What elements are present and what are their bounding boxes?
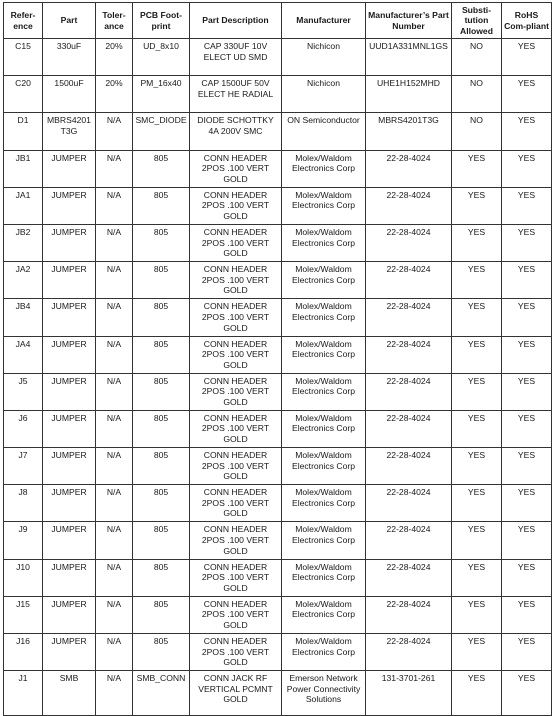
cell-reference: J7 xyxy=(4,448,43,485)
column-header-part: Part xyxy=(43,3,96,39)
cell-tolerance: N/A xyxy=(96,485,133,522)
column-header-description: Part Description xyxy=(190,3,282,39)
cell-manufacturer: Molex/Waldom Electronics Corp xyxy=(282,522,366,559)
cell-description: CONN HEADER 2POS .100 VERT GOLD xyxy=(190,150,282,187)
cell-footprint: 805 xyxy=(133,150,190,187)
table-row xyxy=(4,39,552,76)
cell-rohs: YES xyxy=(502,522,552,559)
cell-tolerance: N/A xyxy=(96,336,133,373)
cell-rohs: YES xyxy=(502,559,552,596)
cell-manufacturer: Emerson Network Power Connectivity Solutions xyxy=(282,671,366,716)
cell-manufacturer: Molex/Waldom Electronics Corp xyxy=(282,596,366,633)
cell-manufacturer: Molex/Waldom Electronics Corp xyxy=(282,634,366,671)
cell-reference: J8 xyxy=(4,485,43,522)
table-row xyxy=(4,150,552,187)
column-header-substitution: Substi-tution Allowed xyxy=(452,3,502,39)
cell-tolerance: N/A xyxy=(96,187,133,224)
cell-tolerance: N/A xyxy=(96,224,133,261)
table-row xyxy=(4,187,552,224)
cell-mfr-part-number: 22-28-4024 xyxy=(366,410,452,447)
cell-tolerance: N/A xyxy=(96,299,133,336)
cell-substitution: NO xyxy=(452,39,502,76)
cell-footprint: 805 xyxy=(133,410,190,447)
cell-tolerance: N/A xyxy=(96,113,133,150)
cell-description: CONN HEADER 2POS .100 VERT GOLD xyxy=(190,634,282,671)
cell-description: DIODE SCHOTTKY 4A 200V SMC xyxy=(190,113,282,150)
cell-rohs: YES xyxy=(502,224,552,261)
cell-substitution: YES xyxy=(452,373,502,410)
cell-reference: JA1 xyxy=(4,187,43,224)
cell-substitution: YES xyxy=(452,336,502,373)
cell-description: CONN HEADER 2POS .100 VERT GOLD xyxy=(190,373,282,410)
cell-footprint: 805 xyxy=(133,373,190,410)
cell-footprint: 805 xyxy=(133,448,190,485)
cell-part: JUMPER xyxy=(43,634,96,671)
table-row xyxy=(4,634,552,671)
table-row xyxy=(4,448,552,485)
cell-part: JUMPER xyxy=(43,336,96,373)
cell-substitution: NO xyxy=(452,113,502,150)
cell-description: CONN HEADER 2POS .100 VERT GOLD xyxy=(190,224,282,261)
cell-description: CONN HEADER 2POS .100 VERT GOLD xyxy=(190,410,282,447)
cell-tolerance: N/A xyxy=(96,262,133,299)
cell-mfr-part-number: 22-28-4024 xyxy=(366,262,452,299)
cell-reference: D1 xyxy=(4,113,43,150)
cell-tolerance: N/A xyxy=(96,559,133,596)
cell-tolerance: 20% xyxy=(96,76,133,113)
cell-part: JUMPER xyxy=(43,262,96,299)
cell-mfr-part-number: 22-28-4024 xyxy=(366,299,452,336)
cell-part: JUMPER xyxy=(43,187,96,224)
cell-substitution: YES xyxy=(452,522,502,559)
cell-manufacturer: Molex/Waldom Electronics Corp xyxy=(282,373,366,410)
cell-description: CONN HEADER 2POS .100 VERT GOLD xyxy=(190,262,282,299)
cell-part: JUMPER xyxy=(43,522,96,559)
cell-tolerance: N/A xyxy=(96,634,133,671)
cell-part: JUMPER xyxy=(43,559,96,596)
cell-tolerance: N/A xyxy=(96,671,133,716)
cell-mfr-part-number: 22-28-4024 xyxy=(366,373,452,410)
cell-mfr-part-number: UHE1H152MHD xyxy=(366,76,452,113)
cell-part: JUMPER xyxy=(43,448,96,485)
cell-manufacturer: Molex/Waldom Electronics Corp xyxy=(282,262,366,299)
cell-reference: J10 xyxy=(4,559,43,596)
column-header-manufacturer: Manufacturer xyxy=(282,3,366,39)
cell-manufacturer: Molex/Waldom Electronics Corp xyxy=(282,299,366,336)
table-row xyxy=(4,671,552,716)
cell-manufacturer: Molex/Waldom Electronics Corp xyxy=(282,224,366,261)
cell-substitution: NO xyxy=(452,76,502,113)
cell-rohs: YES xyxy=(502,634,552,671)
cell-reference: J1 xyxy=(4,671,43,716)
cell-reference: J16 xyxy=(4,634,43,671)
cell-rohs: YES xyxy=(502,187,552,224)
cell-mfr-part-number: 22-28-4024 xyxy=(366,150,452,187)
cell-rohs: YES xyxy=(502,596,552,633)
column-header-reference: Refer-ence xyxy=(4,3,43,39)
table-row xyxy=(4,410,552,447)
cell-substitution: YES xyxy=(452,671,502,716)
cell-description: CONN HEADER 2POS .100 VERT GOLD xyxy=(190,448,282,485)
cell-mfr-part-number: 22-28-4024 xyxy=(366,596,452,633)
cell-tolerance: 20% xyxy=(96,39,133,76)
cell-manufacturer: Molex/Waldom Electronics Corp xyxy=(282,448,366,485)
cell-description: CONN HEADER 2POS .100 VERT GOLD xyxy=(190,187,282,224)
cell-description: CONN HEADER 2POS .100 VERT GOLD xyxy=(190,559,282,596)
cell-substitution: YES xyxy=(452,410,502,447)
cell-reference: J6 xyxy=(4,410,43,447)
cell-substitution: YES xyxy=(452,596,502,633)
cell-part: SMB xyxy=(43,671,96,716)
cell-rohs: YES xyxy=(502,671,552,716)
cell-description: CONN HEADER 2POS .100 VERT GOLD xyxy=(190,299,282,336)
table-body xyxy=(4,39,552,716)
cell-mfr-part-number: 22-28-4024 xyxy=(366,336,452,373)
column-header-rohs: RoHS Com-pliant xyxy=(502,3,552,39)
cell-tolerance: N/A xyxy=(96,448,133,485)
cell-tolerance: N/A xyxy=(96,410,133,447)
table-row xyxy=(4,76,552,113)
cell-substitution: YES xyxy=(452,485,502,522)
cell-manufacturer: Molex/Waldom Electronics Corp xyxy=(282,336,366,373)
cell-substitution: YES xyxy=(452,262,502,299)
cell-reference: J5 xyxy=(4,373,43,410)
cell-substitution: YES xyxy=(452,150,502,187)
bill-of-materials xyxy=(3,2,551,716)
cell-part: JUMPER xyxy=(43,224,96,261)
cell-footprint: 805 xyxy=(133,634,190,671)
table-row xyxy=(4,485,552,522)
cell-substitution: YES xyxy=(452,634,502,671)
cell-tolerance: N/A xyxy=(96,373,133,410)
table-row xyxy=(4,559,552,596)
cell-rohs: YES xyxy=(502,336,552,373)
cell-rohs: YES xyxy=(502,373,552,410)
cell-footprint: PM_16x40 xyxy=(133,76,190,113)
cell-description: CONN HEADER 2POS .100 VERT GOLD xyxy=(190,522,282,559)
cell-reference: J9 xyxy=(4,522,43,559)
cell-mfr-part-number: 22-28-4024 xyxy=(366,448,452,485)
cell-footprint: 805 xyxy=(133,596,190,633)
cell-description: CONN HEADER 2POS .100 VERT GOLD xyxy=(190,485,282,522)
cell-mfr-part-number: 22-28-4024 xyxy=(366,634,452,671)
table-row xyxy=(4,336,552,373)
cell-mfr-part-number: 22-28-4024 xyxy=(366,559,452,596)
bom-table xyxy=(3,2,552,716)
cell-mfr-part-number: 22-28-4024 xyxy=(366,522,452,559)
cell-part: MBRS4201T3G xyxy=(43,113,96,150)
cell-part: JUMPER xyxy=(43,410,96,447)
cell-footprint: 805 xyxy=(133,559,190,596)
cell-rohs: YES xyxy=(502,39,552,76)
cell-description: CONN JACK RF VERTICAL PCMNT GOLD xyxy=(190,671,282,716)
cell-manufacturer: Molex/Waldom Electronics Corp xyxy=(282,150,366,187)
cell-part: 1500uF xyxy=(43,76,96,113)
cell-reference: JB2 xyxy=(4,224,43,261)
cell-part: JUMPER xyxy=(43,299,96,336)
cell-footprint: 805 xyxy=(133,299,190,336)
cell-substitution: YES xyxy=(452,224,502,261)
table-row xyxy=(4,522,552,559)
column-header-footprint: PCB Foot-print xyxy=(133,3,190,39)
cell-description: CONN HEADER 2POS .100 VERT GOLD xyxy=(190,336,282,373)
cell-substitution: YES xyxy=(452,299,502,336)
cell-rohs: YES xyxy=(502,448,552,485)
cell-manufacturer: Nichicon xyxy=(282,76,366,113)
cell-description: CAP 1500UF 50V ELECT HE RADIAL xyxy=(190,76,282,113)
cell-part: JUMPER xyxy=(43,373,96,410)
cell-mfr-part-number: 131-3701-261 xyxy=(366,671,452,716)
cell-part: JUMPER xyxy=(43,150,96,187)
table-row xyxy=(4,224,552,261)
cell-tolerance: N/A xyxy=(96,150,133,187)
cell-rohs: YES xyxy=(502,262,552,299)
cell-mfr-part-number: MBRS4201T3G xyxy=(366,113,452,150)
cell-reference: JB1 xyxy=(4,150,43,187)
cell-reference: JA2 xyxy=(4,262,43,299)
cell-footprint: 805 xyxy=(133,485,190,522)
cell-rohs: YES xyxy=(502,76,552,113)
cell-reference: JB4 xyxy=(4,299,43,336)
cell-description: CONN HEADER 2POS .100 VERT GOLD xyxy=(190,596,282,633)
cell-part: JUMPER xyxy=(43,596,96,633)
cell-mfr-part-number: 22-28-4024 xyxy=(366,187,452,224)
cell-rohs: YES xyxy=(502,485,552,522)
cell-description: CAP 330UF 10V ELECT UD SMD xyxy=(190,39,282,76)
table-header-row xyxy=(4,3,552,39)
table-row xyxy=(4,299,552,336)
cell-footprint: SMC_DIODE xyxy=(133,113,190,150)
cell-rohs: YES xyxy=(502,410,552,447)
cell-mfr-part-number: 22-28-4024 xyxy=(366,485,452,522)
table-row xyxy=(4,596,552,633)
cell-footprint: 805 xyxy=(133,262,190,299)
cell-substitution: YES xyxy=(452,448,502,485)
cell-footprint: 805 xyxy=(133,187,190,224)
table-row xyxy=(4,113,552,150)
cell-footprint: 805 xyxy=(133,522,190,559)
cell-substitution: YES xyxy=(452,559,502,596)
cell-reference: C15 xyxy=(4,39,43,76)
cell-part: JUMPER xyxy=(43,485,96,522)
cell-tolerance: N/A xyxy=(96,596,133,633)
cell-rohs: YES xyxy=(502,113,552,150)
cell-manufacturer: ON Semiconductor xyxy=(282,113,366,150)
cell-part: 330uF xyxy=(43,39,96,76)
column-header-tolerance: Toler-ance xyxy=(96,3,133,39)
cell-rohs: YES xyxy=(502,299,552,336)
cell-reference: C20 xyxy=(4,76,43,113)
cell-footprint: UD_8x10 xyxy=(133,39,190,76)
cell-reference: J15 xyxy=(4,596,43,633)
table-row xyxy=(4,262,552,299)
cell-manufacturer: Molex/Waldom Electronics Corp xyxy=(282,410,366,447)
cell-mfr-part-number: UUD1A331MNL1GS xyxy=(366,39,452,76)
cell-manufacturer: Molex/Waldom Electronics Corp xyxy=(282,187,366,224)
cell-manufacturer: Molex/Waldom Electronics Corp xyxy=(282,559,366,596)
cell-substitution: YES xyxy=(452,187,502,224)
column-header-mfr-part-number: Manufacturer’s Part Number xyxy=(366,3,452,39)
cell-footprint: 805 xyxy=(133,336,190,373)
cell-manufacturer: Nichicon xyxy=(282,39,366,76)
cell-rohs: YES xyxy=(502,150,552,187)
cell-reference: JA4 xyxy=(4,336,43,373)
table-row xyxy=(4,373,552,410)
cell-footprint: SMB_CONN xyxy=(133,671,190,716)
cell-mfr-part-number: 22-28-4024 xyxy=(366,224,452,261)
cell-tolerance: N/A xyxy=(96,522,133,559)
cell-footprint: 805 xyxy=(133,224,190,261)
cell-manufacturer: Molex/Waldom Electronics Corp xyxy=(282,485,366,522)
